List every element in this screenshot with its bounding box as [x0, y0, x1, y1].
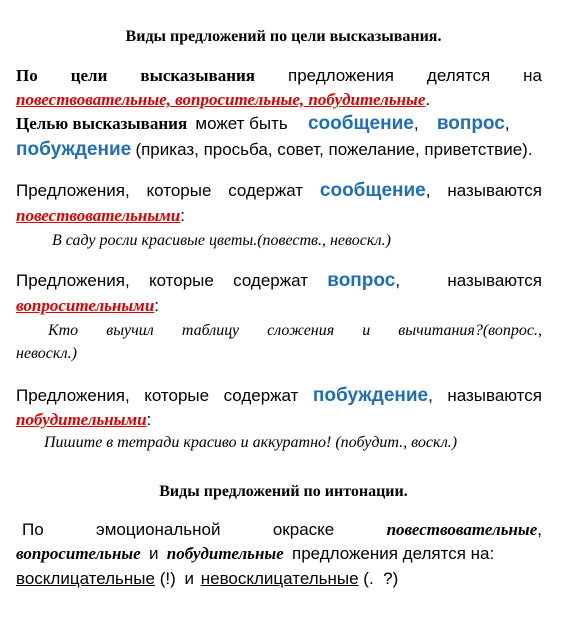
intro-word: делятся: [426, 66, 491, 85]
intro-word: высказывания: [140, 66, 255, 85]
purpose-lead: Целью высказывания: [16, 114, 188, 133]
word: содержат: [228, 181, 304, 200]
purpose-line-2: [16, 139, 533, 161]
intro-word: предложения: [287, 66, 394, 85]
comma: ,: [504, 114, 510, 133]
term-interrogative: вопросительными: [16, 296, 155, 315]
keyword-question: вопрос: [327, 270, 396, 291]
comma: ,: [413, 114, 419, 133]
word: содержат: [233, 271, 308, 290]
section-title-intonation: [0, 483, 567, 501]
intro-line-2: [16, 90, 430, 110]
keyword-motivation: побуждение: [312, 385, 429, 406]
word: называются: [447, 181, 542, 200]
example-text: В саду росли красивые цветы.(повеств., невоскл.): [52, 232, 391, 249]
comma: ,: [395, 271, 401, 290]
intro-line-1: [16, 66, 542, 86]
word: Предложения,: [16, 271, 130, 290]
intonation-text: предложения делятся на:: [291, 544, 495, 563]
example-text: Пишите в тетради красиво и аккуратно! (побудит., воскл.): [44, 434, 458, 451]
comma: ,: [425, 181, 431, 200]
comma: ,: [428, 386, 433, 405]
section-title-text: Виды предложений по интонации.: [159, 483, 408, 500]
interrogative-line-1: [16, 270, 542, 292]
symbol-period-question: (. ?): [358, 569, 399, 588]
interrogative-line-2: [16, 296, 159, 316]
conjunction: и: [148, 544, 159, 563]
intro-word: на: [523, 66, 542, 85]
colon: :: [154, 296, 160, 315]
word: называются: [447, 271, 542, 290]
term-non-exclamatory: невосклицательные: [200, 569, 359, 588]
word: которые: [148, 271, 214, 290]
term-exclamatory: восклицательные: [16, 569, 155, 588]
intro-word: цели: [70, 66, 108, 85]
colon: :: [146, 410, 152, 429]
term-imperative: побудительные: [166, 544, 284, 563]
symbol-exclamation: (!): [154, 569, 176, 588]
word: содержат: [223, 386, 299, 405]
declarative-line-1: [16, 180, 542, 202]
keyword-question: вопрос: [436, 113, 505, 134]
keyword-motivation: побуждение: [16, 139, 132, 160]
term-interrogative: вопросительные: [16, 544, 141, 563]
intonation-line-2: [16, 544, 494, 564]
imperative-example: [44, 434, 457, 452]
declarative-line-2: [16, 206, 185, 226]
word: эмоциональной: [96, 520, 221, 539]
example-word: Кто: [48, 322, 79, 339]
imperative-line-1: [16, 385, 542, 407]
word: Предложения,: [16, 181, 130, 200]
intonation-line-3: [16, 569, 398, 589]
sentence-types-list: повествовательные, вопросительные, побудительные: [16, 90, 426, 109]
intro-dot: .: [425, 90, 431, 109]
page-title-text: Виды предложений по цели высказывания.: [125, 28, 442, 45]
example-word: выучил: [106, 322, 154, 339]
purpose-text: может быть: [195, 114, 288, 133]
conjunction: и: [184, 569, 194, 588]
term-declarative: повествовательные: [386, 520, 538, 539]
comma: ,: [537, 520, 542, 539]
declarative-example: [52, 232, 391, 250]
imperative-line-2: [16, 410, 151, 430]
purpose-line-1: [16, 113, 510, 135]
intro-word: По: [16, 66, 38, 85]
example-word: вычитания?(вопрос.,: [398, 322, 542, 339]
example-text: невоскл.): [16, 345, 77, 362]
word: которые: [144, 386, 210, 405]
word: которые: [146, 181, 212, 200]
word: окраске: [272, 520, 335, 539]
example-word: таблицу: [181, 322, 240, 339]
word: называются: [447, 386, 542, 405]
example-word: сложения: [267, 322, 335, 339]
interrogative-example-line-1: [48, 322, 542, 340]
interrogative-example-line-2: [16, 345, 77, 363]
term-declarative: повествовательными: [16, 206, 181, 225]
intonation-line-1: [22, 520, 542, 540]
colon: :: [180, 206, 185, 225]
purpose-examples: (приказ, просьба, совет, пожелание, приветствие).: [135, 140, 533, 159]
word: По: [22, 520, 44, 539]
word: Предложения,: [16, 386, 130, 405]
term-imperative: побудительными: [16, 410, 147, 429]
page-title: [0, 28, 567, 46]
example-word: и: [362, 322, 371, 339]
keyword-message: сообщение: [319, 180, 426, 201]
keyword-message: сообщение: [307, 113, 414, 134]
